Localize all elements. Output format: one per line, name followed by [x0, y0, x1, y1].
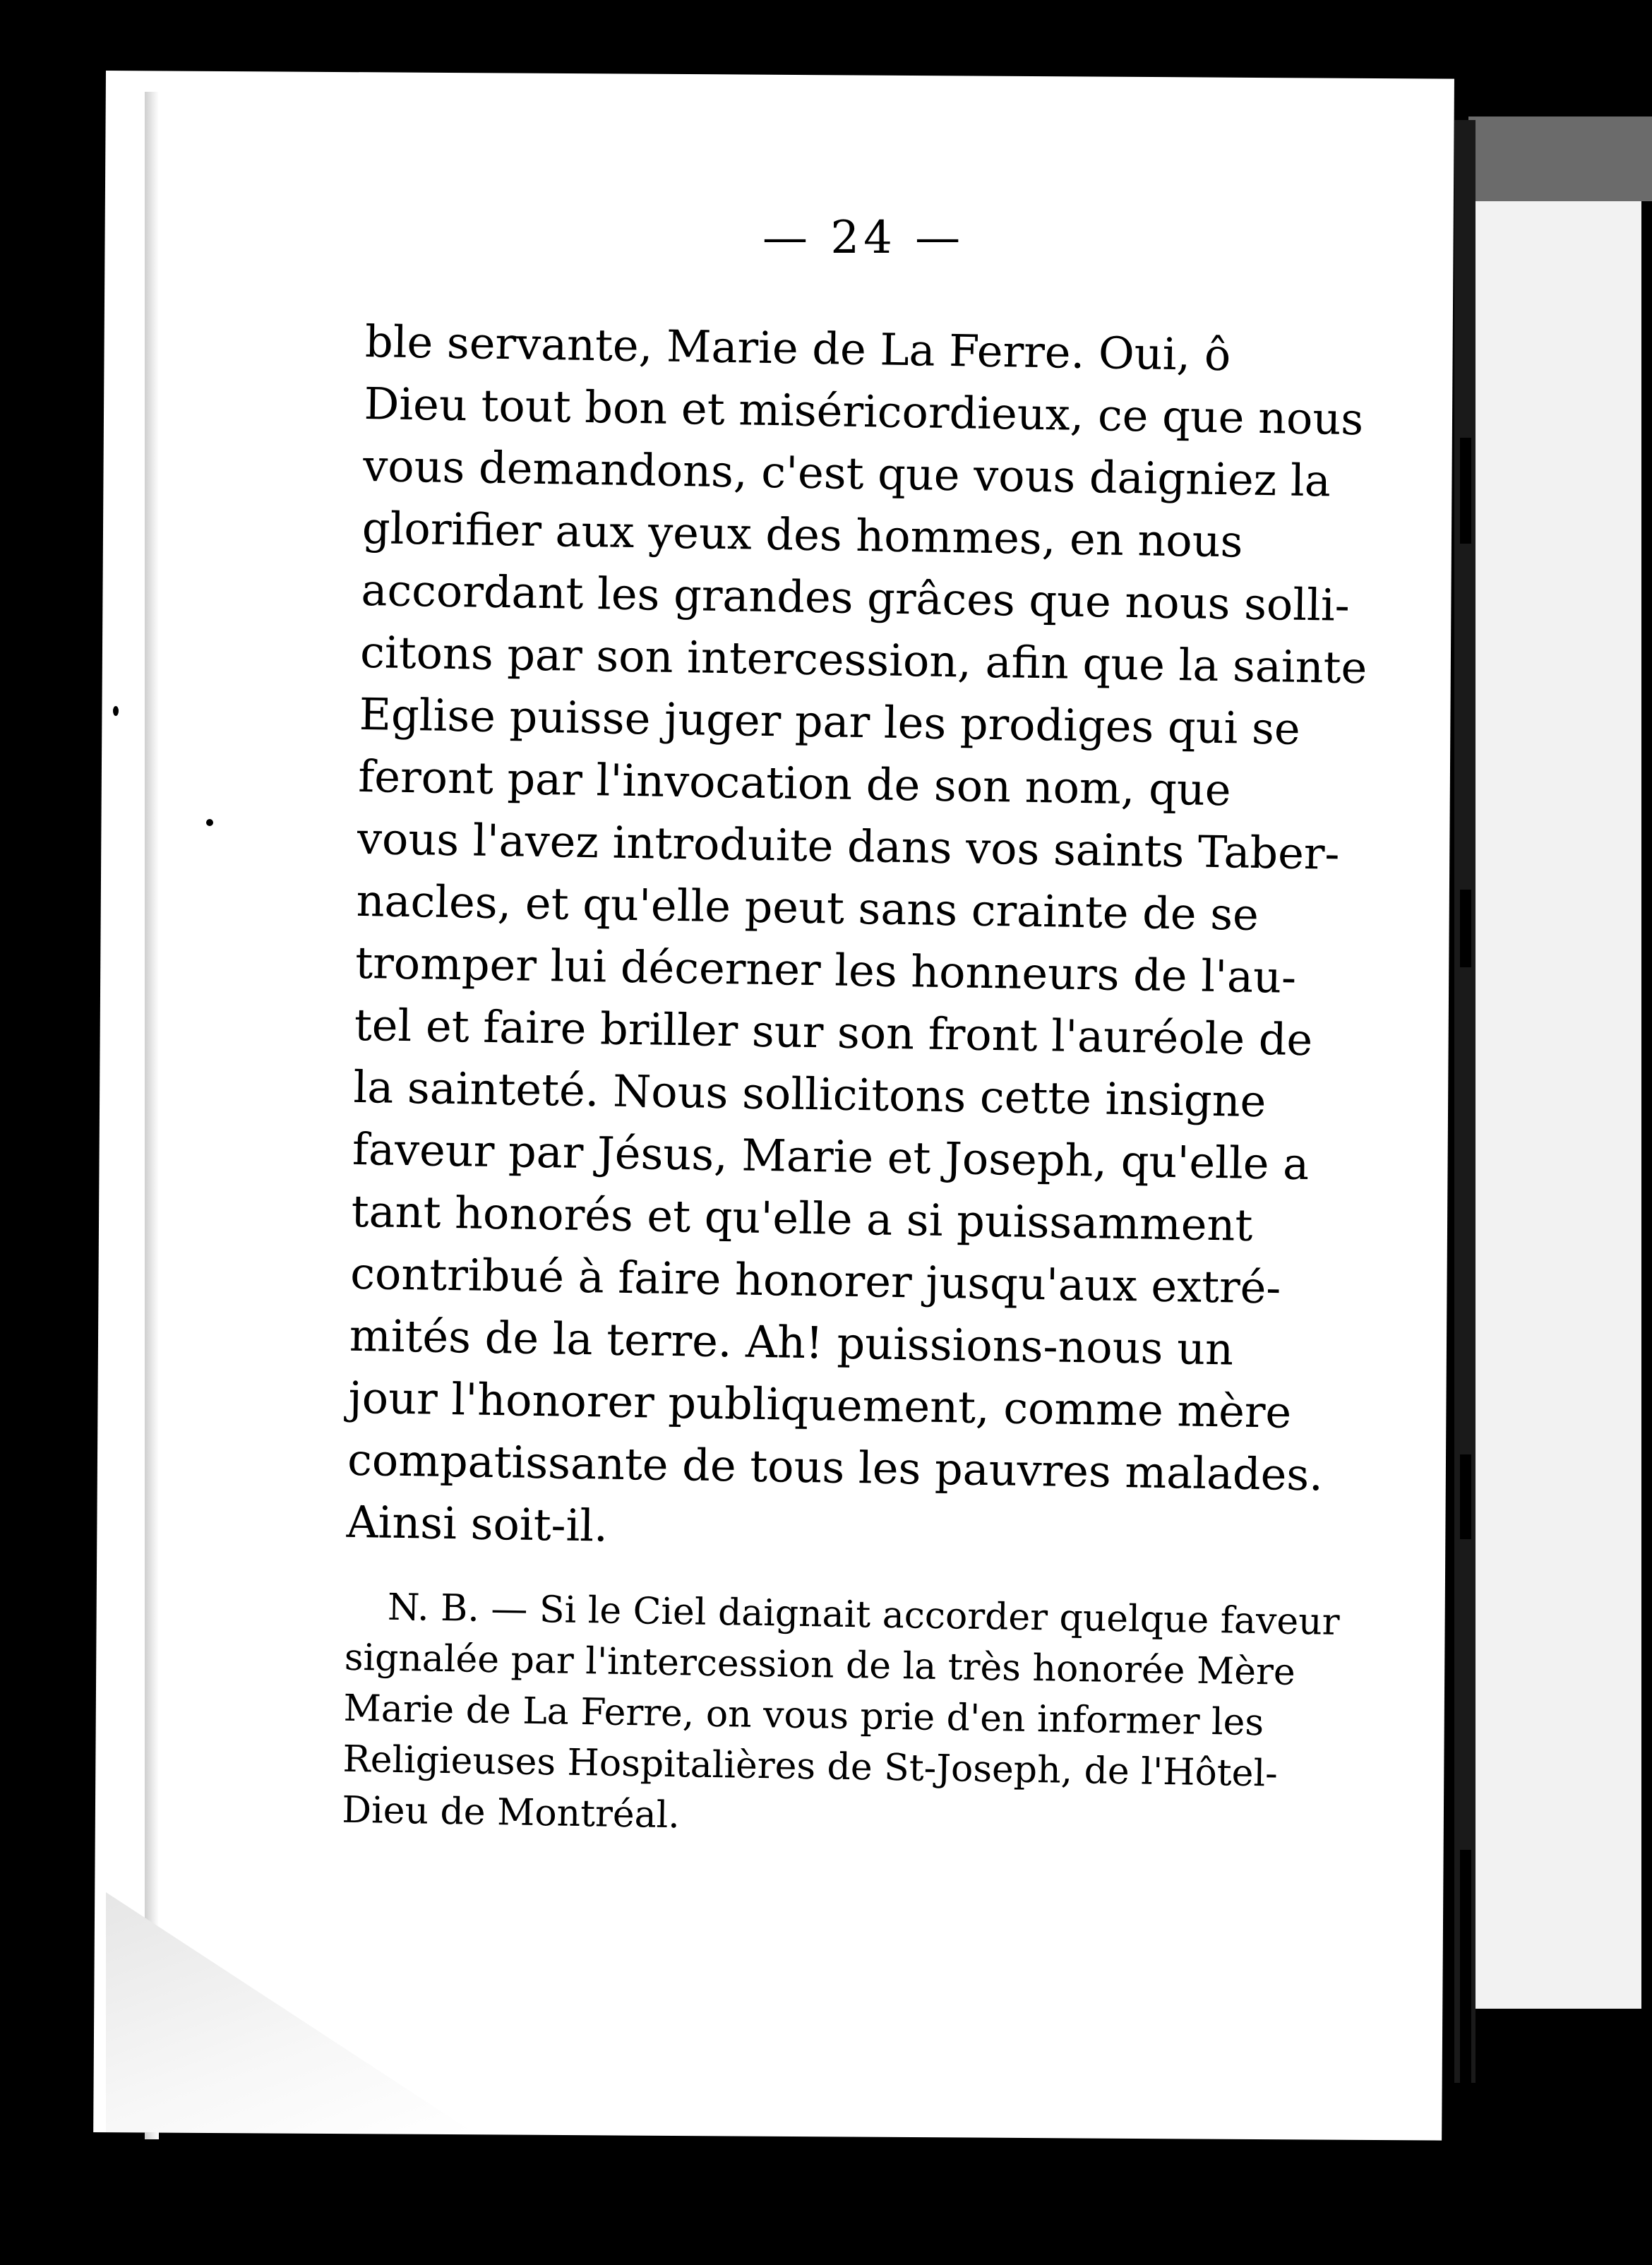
- body-line: mités de la terre. Ah! puissions-nous un: [349, 1309, 1234, 1375]
- page-gutter: [1454, 120, 1476, 2083]
- binding-stitch: [1460, 1850, 1471, 2083]
- body-line: Dieu tout bon et miséricordieux, ce que nous: [364, 377, 1364, 446]
- page-number: — 24 —: [762, 212, 965, 264]
- note-line: N. B. — Si le Ciel daignait accorder quelque faveur: [387, 1586, 1340, 1644]
- body-line: faveur par Jésus, Marie et Joseph, qu'elle a: [352, 1123, 1310, 1190]
- body-line: tel et faire briller sur son front l'auréole de: [354, 998, 1313, 1066]
- scan-speck: [113, 706, 119, 716]
- body-line: feront par l'invocation de son nom, que: [357, 750, 1232, 816]
- note-line: Religieuses Hospitalières de St-Joseph, de l'Hôtel-: [342, 1738, 1279, 1795]
- body-line: Ainsi soit-il.: [346, 1495, 609, 1552]
- body-line: citons par son intercession, afin que la sainte: [359, 626, 1367, 694]
- body-line: nacles, et qu'elle peut sans crainte de se: [356, 874, 1259, 940]
- body-line: ble servante, Marie de La Ferre. Oui, ô: [364, 315, 1231, 381]
- body-line: glorifier aux yeux des hommes, en nous: [361, 501, 1243, 568]
- body-line: vous demandons, c'est que vous daigniez la: [362, 439, 1331, 507]
- body-line: accordant les grandes grâces que nous solli-: [361, 563, 1351, 631]
- page-left-edge: [145, 92, 159, 2139]
- body-line: la sainteté. Nous sollicitons cette insigne: [352, 1060, 1267, 1128]
- binding-stitch: [1460, 1454, 1471, 1539]
- body-line: tromper lui décerner les honneurs de l'au-: [354, 936, 1297, 1003]
- body-line: contribué à faire honorer jusqu'aux extré-: [349, 1247, 1281, 1314]
- note-line: signalée par l'intercession de la très honorée Mère: [344, 1636, 1296, 1694]
- note-line: Marie de La Ferre, on vous prie d'en informer les: [343, 1687, 1264, 1745]
- scan-speck: [42, 1359, 48, 1365]
- body-line: jour l'honorer publiquement, comme mère: [348, 1371, 1292, 1438]
- body-line: compatissante de tous les pauvres malades.: [347, 1433, 1324, 1501]
- binding-stitch: [1460, 438, 1471, 544]
- body-line: Eglise puisse juger par les prodiges qui se: [359, 688, 1301, 755]
- body-line: tant honorés et qu'elle a si puissamment: [351, 1185, 1253, 1251]
- binding-stitch: [1460, 890, 1471, 967]
- adjacent-page-edge: [1472, 201, 1641, 2009]
- note-line: Dieu de Montréal.: [341, 1788, 681, 1837]
- body-line: vous l'avez introduite dans vos saints Taber-: [357, 812, 1341, 880]
- adjacent-page-shadow: [1468, 116, 1652, 201]
- scan-speck: [206, 819, 213, 826]
